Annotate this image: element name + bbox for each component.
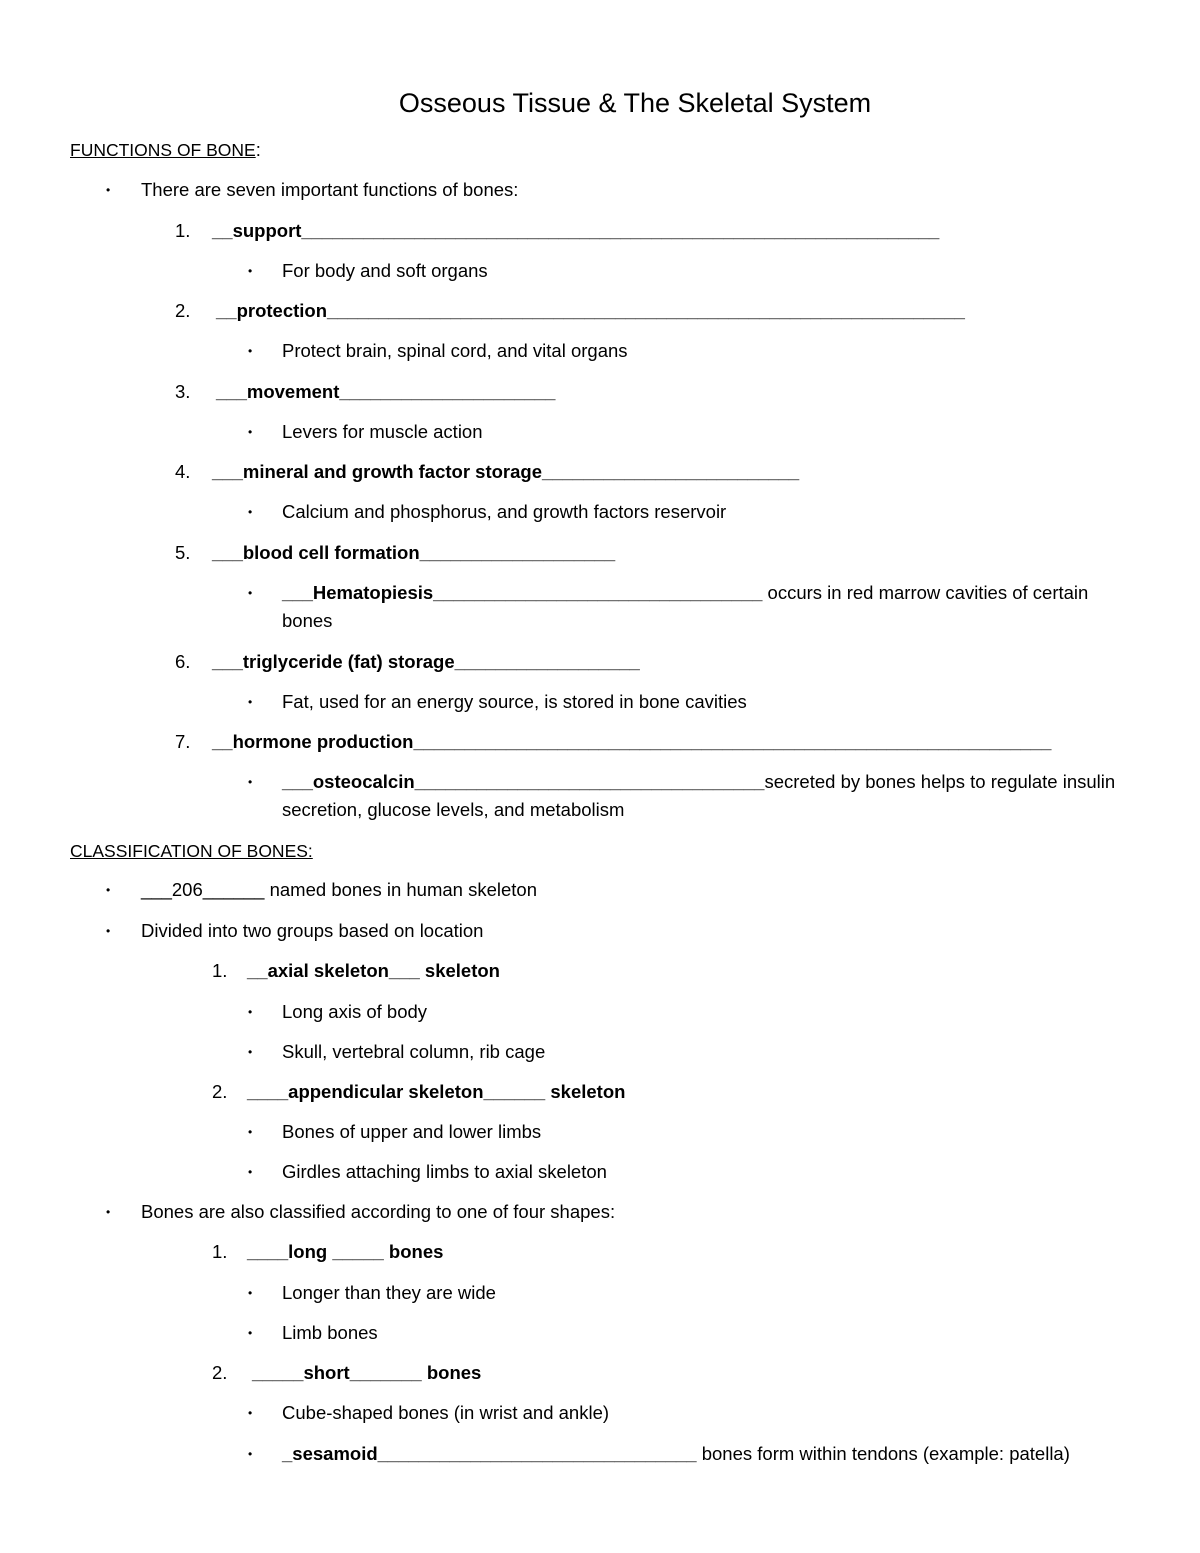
group-2-note-2: Girdles attaching limbs to axial skeleton <box>282 1161 607 1182</box>
function-5-number: 5. <box>175 542 191 563</box>
bullet-icon: • <box>248 1406 253 1420</box>
group-1-answer: __axial skeleton___ skeleton <box>247 960 500 981</box>
function-5-answer: ___blood cell formation___________________ <box>212 542 616 563</box>
function-6-note: Fat, used for an energy source, is stored in bone cavities <box>282 691 747 712</box>
group-2-note-1: Bones of upper and lower limbs <box>282 1121 542 1142</box>
function-4-note: Calcium and phosphorus, and growth factors reservoir <box>282 501 727 522</box>
shapes-intro: Bones are also classified according to one of four shapes: <box>141 1201 616 1222</box>
bullet-icon: • <box>248 1286 253 1300</box>
bullet-icon: • <box>248 505 253 519</box>
bullet-icon: • <box>106 183 111 197</box>
group-2-number: 2. <box>212 1081 228 1102</box>
groups-intro: Divided into two groups based on location <box>141 920 484 941</box>
group-2-answer: ____appendicular skeleton______ skeleton <box>247 1081 626 1102</box>
bullet-icon: • <box>106 883 111 897</box>
function-5-note-line2: bones <box>282 610 333 631</box>
function-5-note-answer: ___Hematopiesis________________________________ <box>282 582 763 603</box>
bullet-icon: • <box>248 1326 253 1340</box>
functions-heading-colon: : <box>255 139 261 160</box>
bullet-icon: • <box>248 1165 253 1179</box>
function-1-number: 1. <box>175 220 191 241</box>
function-3-number: 3. <box>175 381 191 402</box>
page-title: Osseous Tissue & The Skeletal System <box>398 88 872 118</box>
group-1-note-1: Long axis of body <box>282 1001 428 1022</box>
bullet-icon: • <box>248 775 253 789</box>
sesamoid-answer: _sesamoid_______________________________ <box>282 1443 697 1464</box>
bullet-icon: • <box>248 1005 253 1019</box>
function-4-number: 4. <box>175 461 191 482</box>
function-5-note-rest: occurs in red marrow cavities of certain <box>762 582 1089 603</box>
bullet-icon: • <box>248 1447 253 1461</box>
function-7-note <box>282 770 1115 794</box>
function-4-answer: ___mineral and growth factor storage_________________________ <box>212 461 800 482</box>
bullet-icon: • <box>248 264 253 278</box>
shape-1-number: 1. <box>212 1241 228 1262</box>
shape-1-note-2: Limb bones <box>282 1322 378 1343</box>
sesamoid-rest: bones form within tendons (example: patella) <box>696 1443 1070 1464</box>
function-3-note: Levers for muscle action <box>282 421 483 442</box>
function-6-answer: ___triglyceride (fat) storage__________________ <box>212 651 640 672</box>
function-7-number: 7. <box>175 731 191 752</box>
shape-2-number: 2. <box>212 1362 228 1383</box>
bone-count-answer: ___206______ <box>141 879 265 900</box>
function-2-answer: __protection______________________________________________________________ <box>216 300 965 321</box>
shape-2-note-2 <box>282 1442 1070 1466</box>
function-2-note: Protect brain, spinal cord, and vital organs <box>282 340 628 361</box>
functions-intro: There are seven important functions of bones: <box>141 179 519 200</box>
functions-heading <box>70 138 261 162</box>
function-1-answer: __support______________________________________________________________ <box>212 220 940 241</box>
bullet-icon: • <box>106 1205 111 1219</box>
function-1-note: For body and soft organs <box>282 260 488 281</box>
shape-2-answer: _____short_______ bones <box>252 1362 482 1383</box>
bone-count-rest: named bones in human skeleton <box>264 879 538 900</box>
group-1-number: 1. <box>212 960 228 981</box>
bone-count-line <box>141 878 537 902</box>
function-2-number: 2. <box>175 300 191 321</box>
function-7-note-line2: secretion, glucose levels, and metabolism <box>282 799 625 820</box>
function-6-number: 6. <box>175 651 191 672</box>
classification-heading-text: CLASSIFICATION OF BONES: <box>70 841 313 861</box>
bullet-icon: • <box>248 586 253 600</box>
bullet-icon: • <box>248 695 253 709</box>
bullet-icon: • <box>248 425 253 439</box>
function-7-answer: __hormone production______________________________________________________________ <box>212 731 1052 752</box>
bullet-icon: • <box>248 344 253 358</box>
group-1-note-2: Skull, vertebral column, rib cage <box>282 1041 546 1062</box>
bullet-icon: • <box>248 1045 253 1059</box>
classification-heading <box>70 839 313 863</box>
function-7-note-rest: secreted by bones helps to regulate insulin <box>764 771 1116 792</box>
shape-2-note-1: Cube-shaped bones (in wrist and ankle) <box>282 1402 610 1423</box>
shape-1-note-1: Longer than they are wide <box>282 1282 496 1303</box>
function-7-note-answer: ___osteocalcin__________________________________ <box>282 771 765 792</box>
bullet-icon: • <box>248 1125 253 1139</box>
function-5-note <box>282 581 1088 605</box>
bullet-icon: • <box>106 924 111 938</box>
function-3-answer: ___movement_____________________ <box>216 381 556 402</box>
functions-heading-text: FUNCTIONS OF BONE <box>70 140 256 160</box>
shape-1-answer: ____long _____ bones <box>247 1241 444 1262</box>
